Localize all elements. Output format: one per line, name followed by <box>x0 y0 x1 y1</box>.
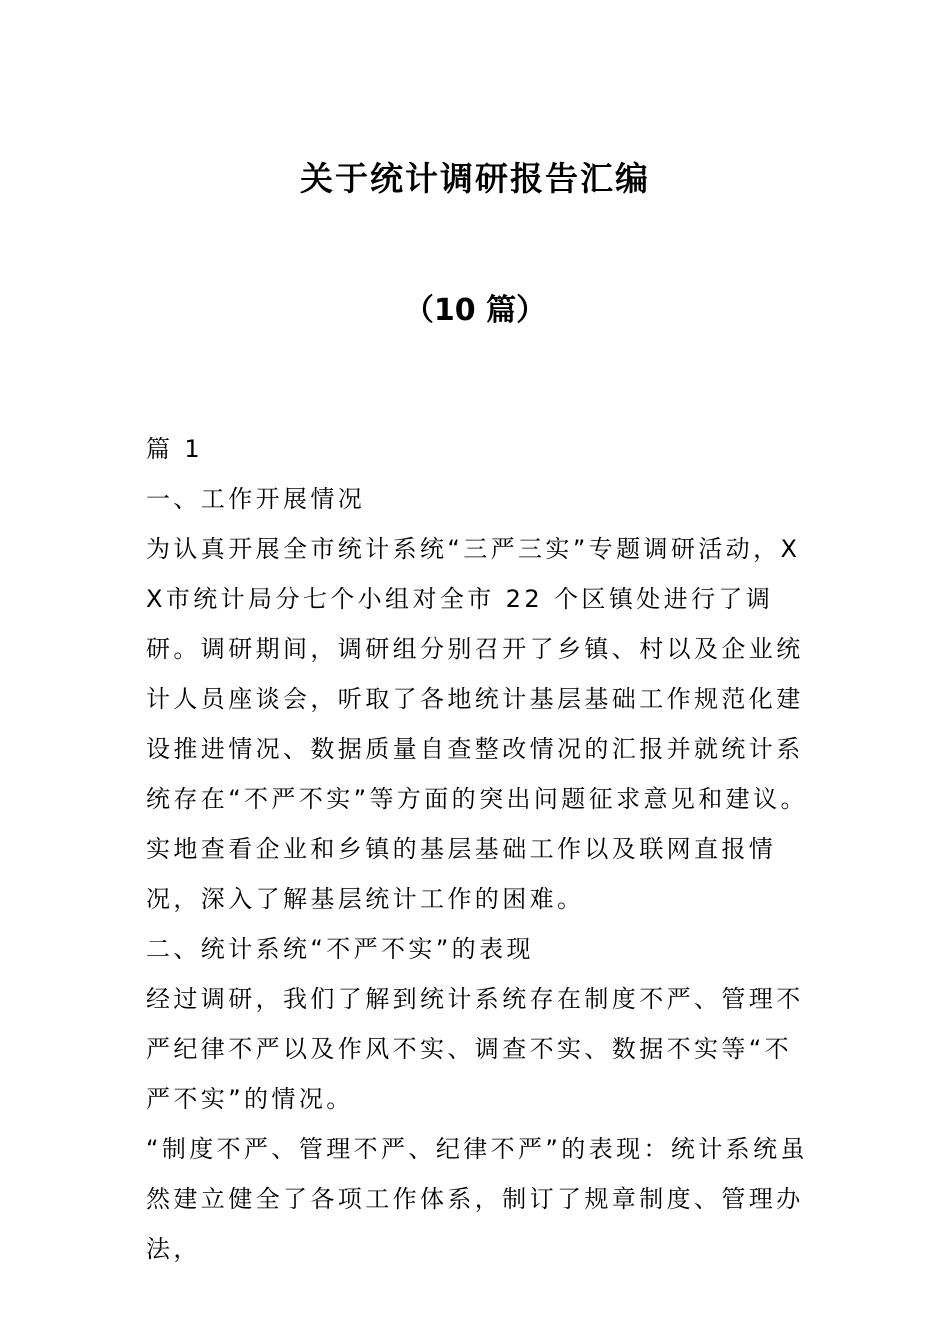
document-subtitle: （10 篇） <box>403 293 547 328</box>
section-label: 篇 1 <box>146 435 204 463</box>
body-paragraph: 为认真开展全市统计系统“三严三实”专题调研活动，XX市统计局分七个小组对全市 22 个区镇处进行了调研。调研期间，调研组分别召开了乡镇、村以及企业统计人员座谈会，听取了各地统计基层基础工作规范化建设推进情况、数据质量自查整改情况的汇报并就统计系统存在“不严不实”等方面的突出问题征求意见和建议。实地查看企业和乡镇的基层基础工作以及联网直报情况，深入了解基层统计工作的困难。 <box>146 535 808 913</box>
document-title: 关于统计调研报告汇编 <box>300 159 650 198</box>
section-heading: 一、工作开展情况 <box>146 485 366 513</box>
section-heading: 二、统计系统“不严不实”的表现 <box>146 935 534 963</box>
document-body <box>146 424 808 1274</box>
body-paragraph: 经过调研，我们了解到统计系统存在制度不严、管理不严纪律不严以及作风不实、调查不实、数据不实等“不严不实”的情况。 <box>146 985 804 1113</box>
body-paragraph: “制度不严、管理不严、纪律不严”的表现：统计系统虽然建立健全了各项工作体系，制订了规章制度、管理办法， <box>146 1135 808 1263</box>
